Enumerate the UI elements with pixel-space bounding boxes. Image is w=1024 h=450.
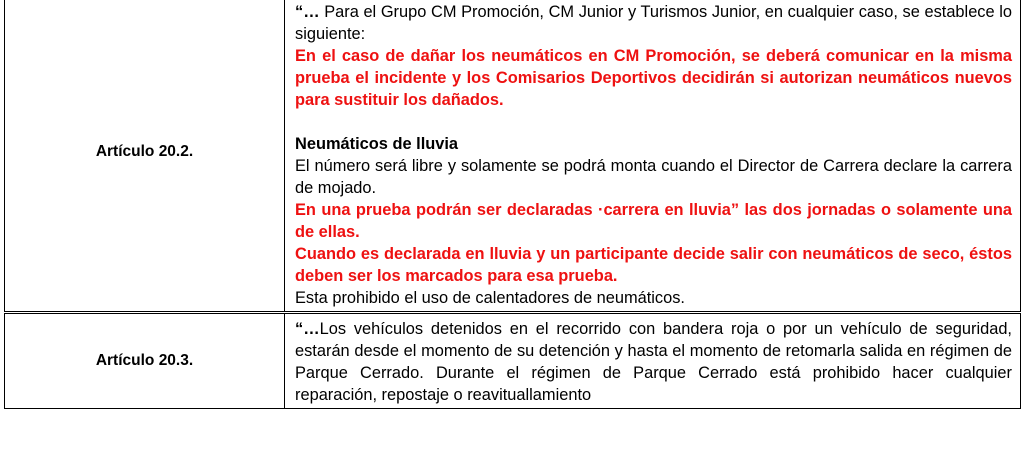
paragraph-parque-cerrado-text: Los vehículos detenidos en el recorrido con bandera roja o por un vehículo de seguridad, estarán desde el momento de su detención y hasta el momento de retomarla salida en régimen de Parque Cerrado. Durante el régimen de Parque Cerrado está prohibido hacer cualquier reparación, repostaje o reavituallamiento <box>295 320 1012 404</box>
intro-paragraph <box>295 1 1012 45</box>
intro-text: Para el Grupo CM Promoción, CM Junior y Turismos Junior, en cualquier caso, se establece lo siguiente: <box>295 3 1012 43</box>
opening-quote: “… <box>295 320 320 338</box>
table-row-article-20-3 <box>5 313 1021 409</box>
paragraph-parque-cerrado <box>295 318 1012 406</box>
regulation-table <box>4 0 1021 409</box>
article-label: Artículo 20.2. <box>95 143 194 160</box>
paragraph-gap <box>295 111 1012 133</box>
article-body-cell <box>285 0 1021 313</box>
table-row-article-20-2 <box>5 0 1021 313</box>
highlighted-paragraph-dry-tyres: Cuando es declarada en lluvia y un participante decide salir con neumáticos de seco, éstos deben ser los marcados para esa prueba. <box>295 245 1012 285</box>
article-label-cell <box>5 0 285 313</box>
opening-quote: “… <box>295 3 320 21</box>
article-body-cell <box>285 313 1021 409</box>
highlighted-paragraph-rain-declaration: En una prueba podrán ser declaradas ·carrera en lluvia” las dos jornadas o solamente una de ellas. <box>295 201 1012 241</box>
article-label: Artículo 20.3. <box>95 352 194 369</box>
paragraph-tyre-warmers: Esta prohibido el uso de calentadores de neumáticos. <box>295 289 685 307</box>
highlighted-paragraph-damaged-tyres: En el caso de dañar los neumáticos en CM Promoción, se deberá comunicar en la misma prueba el incidente y los Comisarios Deportivos decidirán si autorizan neumáticos nuevos para sustituir los dañados. <box>295 47 1012 109</box>
section-heading-rain-tyres: Neumáticos de lluvia <box>295 135 459 153</box>
article-label-cell <box>5 313 285 409</box>
paragraph-rain-tyres: El número será libre y solamente se podrá monta cuando el Director de Carrera declare la carrera de mojado. <box>295 157 1012 197</box>
